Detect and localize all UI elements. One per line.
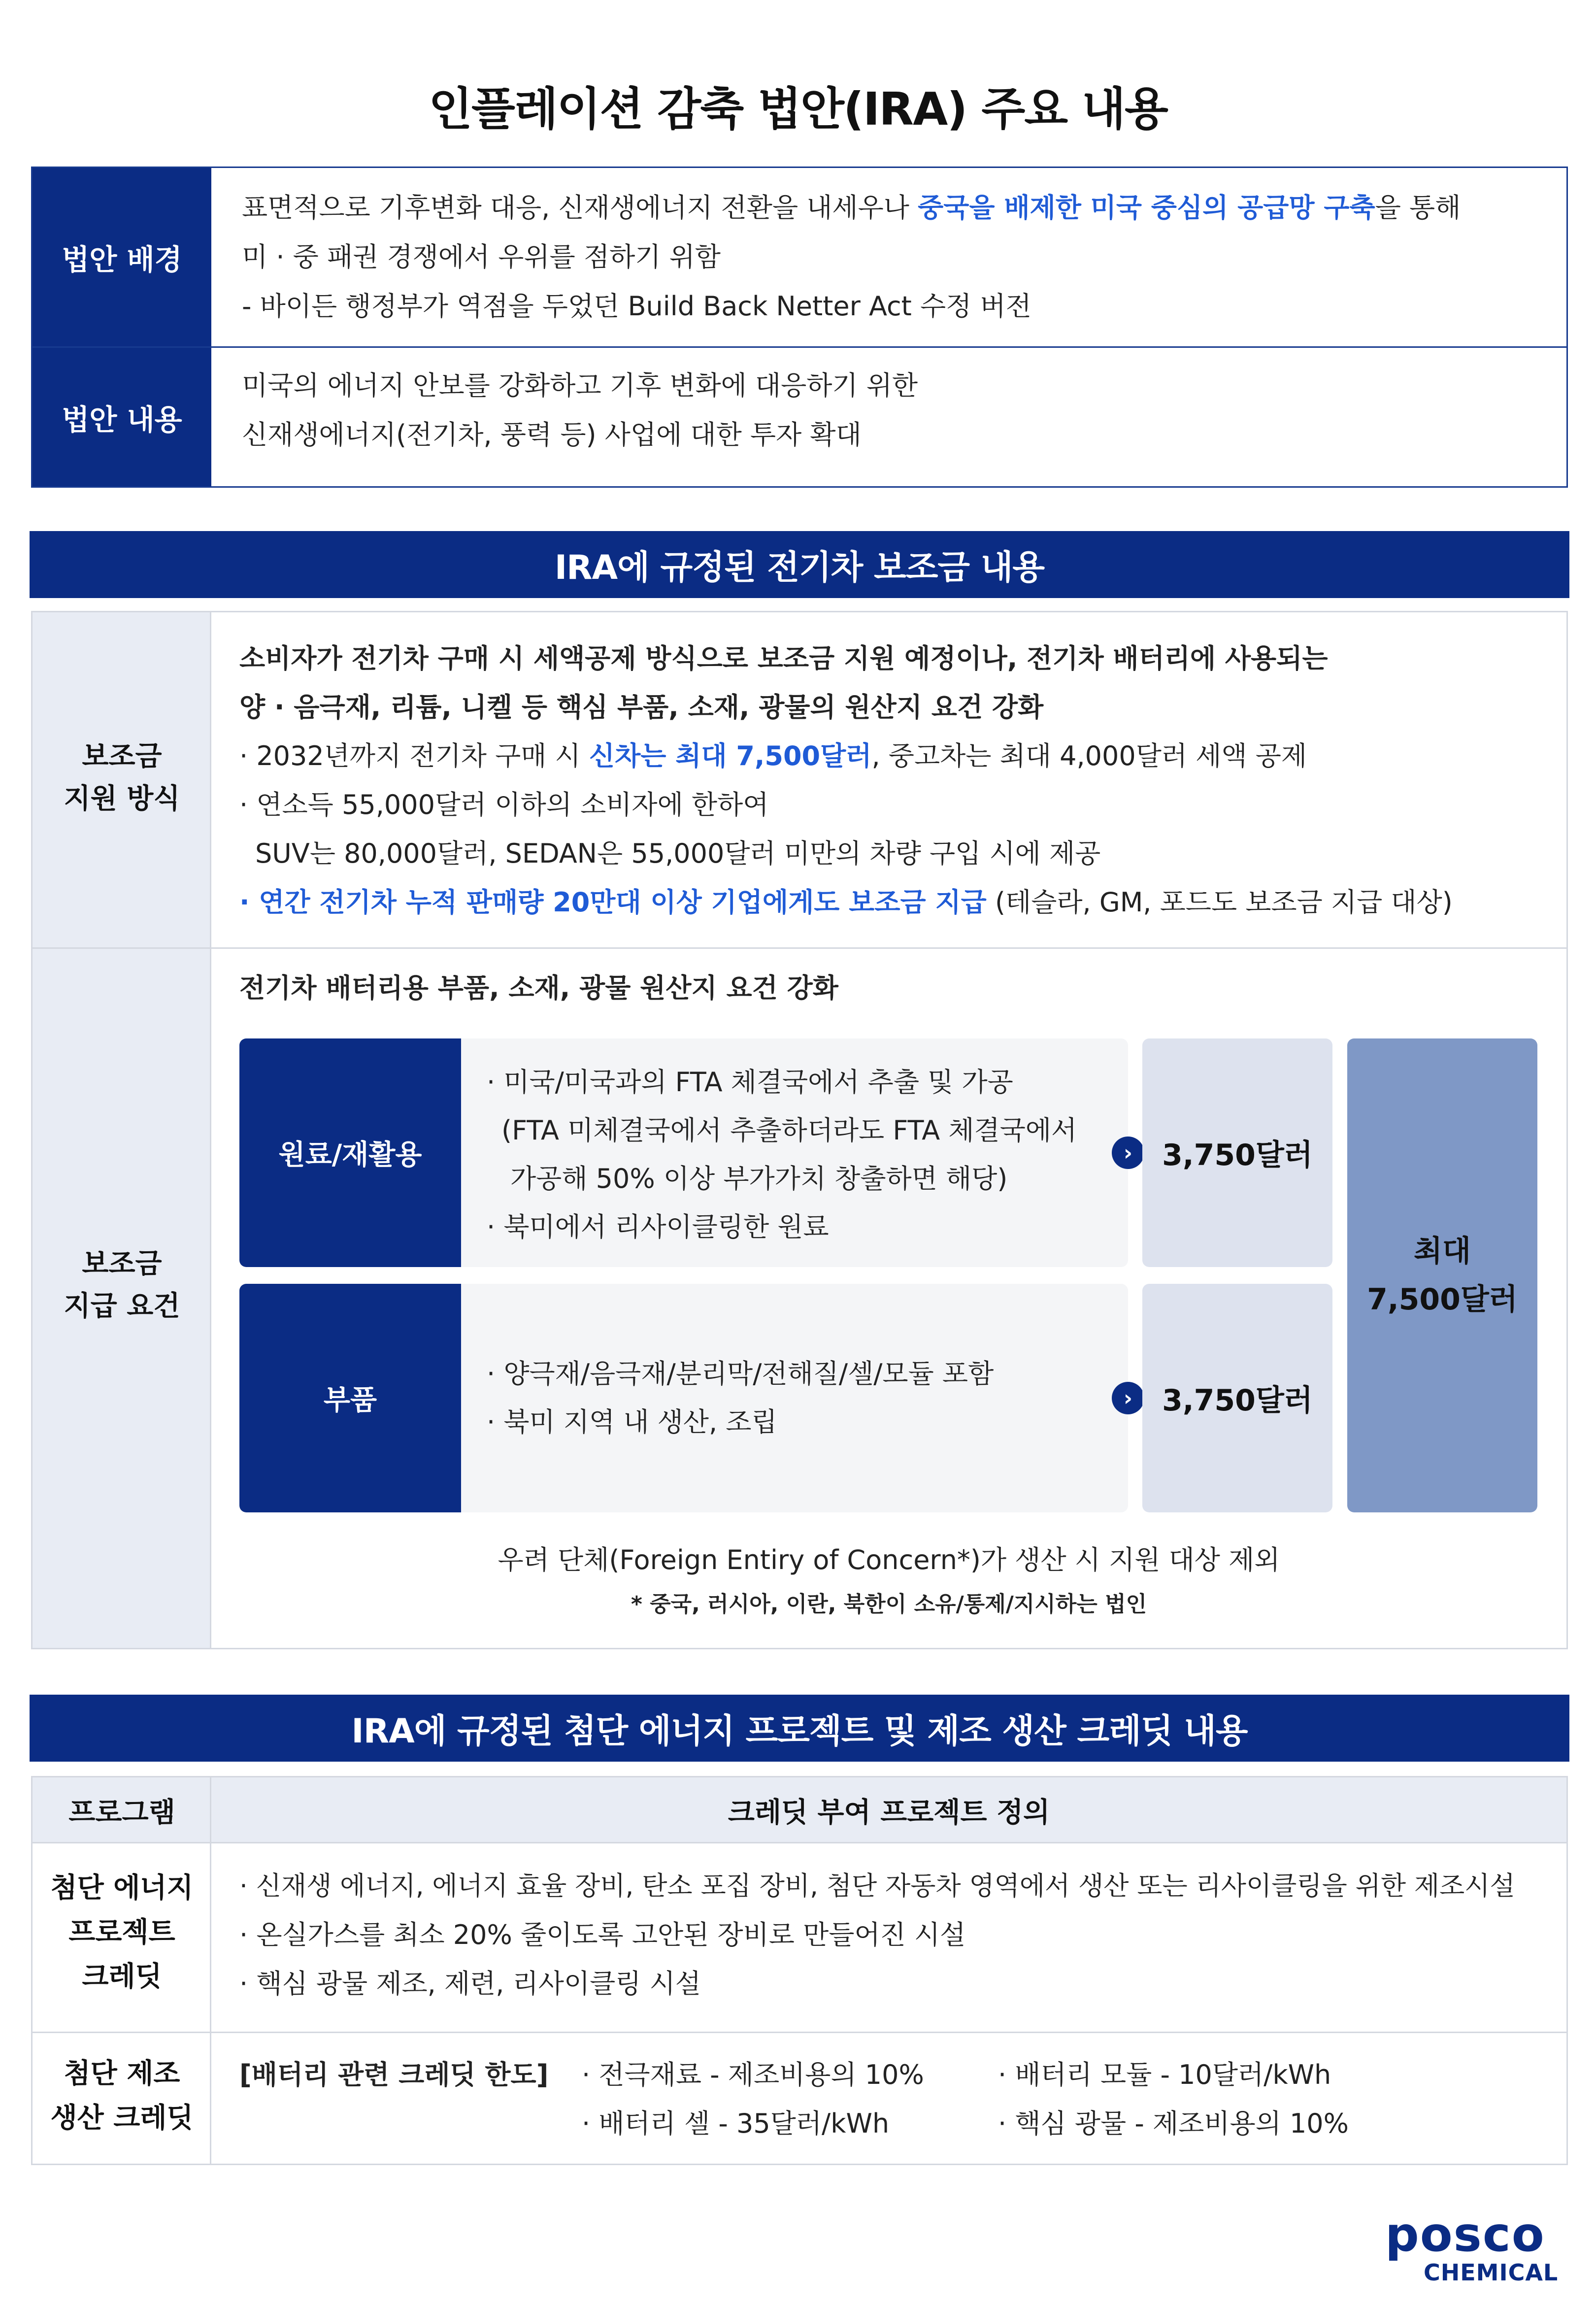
method-line-6 [239,878,1453,927]
manufacturing-label-2: 생산 크레딧 [50,2102,194,2134]
max-value: 7,500달러 [1367,1282,1518,1317]
background-row [33,168,1566,346]
exclusion-note: 우려 단체(Foreign Entiry of Concern*)가 생산 시 지원 대상 제외 [498,1544,1280,1575]
manufacturing-title: [배터리 관련 크레딧 한도] [239,2059,549,2090]
raw-line-3: 가공해 50% 이상 부가가치 창출하면 해당) [510,1163,1008,1194]
chevron-right-icon: › [1112,1137,1144,1169]
exclusion-footnote: * 중국, 러시아, 이란, 북한이 소유/통제/지시하는 법인 [631,1592,1147,1617]
method-line-2: 양 · 음극재, 리튬, 니켈 등 핵심 부품, 소재, 광물의 원산지 요건 강화 [239,692,1044,723]
column-definition: 크레딧 부여 프로젝트 정의 [728,1797,1050,1829]
method-text-c: , 중고차는 최대 4,000달러 세액 공제 [871,740,1307,771]
method-line-5: SUV는 80,000달러, SEDAN은 55,000달러 미만의 차량 구입 시에 제공 [255,838,1101,869]
manufacturing-label-1: 첨단 제조 [64,2058,180,2090]
subsidy-header: IRA에 규정된 전기차 보조금 내용 [30,531,1569,598]
manufacturing-item-4: · 핵심 광물 - 제조비용의 10% [998,2108,1349,2139]
background-text-c: 을 통해 [1375,192,1461,223]
method-highlight: 신차는 최대 7,500달러 [589,740,872,771]
method-label-2: 지원 방식 [64,783,180,815]
method-label-1: 보조금 [82,740,162,772]
method-line-1: 소비자가 전기차 구매 시 세액공제 방식으로 보조금 지원 예정이나, 전기차 배터리에 사용되는 [239,643,1328,674]
raw-material-value: 3,750달러 [1142,1038,1332,1267]
max-label: 최대 [1414,1234,1471,1269]
posco-logo: posco [1385,2207,1545,2262]
divider [33,2032,1566,2033]
background-line-1 [242,183,1461,233]
credit-header: IRA에 규정된 첨단 에너지 프로젝트 및 제조 생산 크레딧 내용 [30,1695,1569,1762]
raw-material-label: 원료/재활용 [239,1038,461,1267]
advanced-label-1: 첨단 에너지 [50,1872,194,1904]
advanced-label-2: 프로젝트 [68,1916,175,1948]
parts-label: 부품 [239,1284,461,1512]
manufacturing-item-1: · 전극재료 - 제조비용의 10% [582,2059,924,2090]
raw-line-4: · 북미에서 리사이클링한 원료 [487,1211,829,1242]
method-highlight-2: · 연간 전기차 누적 판매량 20만대 이상 기업에게도 보조금 지급 [239,887,987,918]
content-line-2: 신재생에너지(전기차, 풍력 등) 사업에 대한 투자 확대 [242,419,862,450]
credit-table [31,1776,1568,2165]
background-highlight: 중국을 배제한 미국 중심의 공급망 구축 [918,192,1375,223]
parts-value: 3,750달러 [1142,1284,1332,1512]
divider [33,947,1566,949]
content-row [33,348,1566,486]
manufacturing-item-3: · 배터리 모듈 - 10달러/kWh [998,2059,1331,2090]
content-line-1: 미국의 에너지 안보를 강화하고 기후 변화에 대응하기 위한 [242,370,918,401]
method-text-a: · 2032년까지 전기차 구매 시 [239,740,589,771]
background-line-3: - 바이든 행정부가 역점을 두었던 Build Back Netter Act 수정 버전 [242,291,1031,322]
background-label: 법안 배경 [33,168,211,346]
method-text-6b: (테슬라, GM, 포드도 보조금 지급 대상) [986,887,1453,918]
parts-line-2: · 북미 지역 내 생산, 조립 [487,1406,777,1438]
chevron-right-icon: › [1112,1382,1144,1414]
raw-line-2: (FTA 미체결국에서 추출하더라도 FTA 체결국에서 [501,1115,1077,1146]
column-program: 프로그램 [68,1797,175,1829]
raw-material-detail [461,1038,1128,1267]
background-line-2: 미 · 중 패권 경쟁에서 우위를 점하기 위함 [242,241,721,272]
content-label: 법안 내용 [33,348,211,486]
advanced-label-3: 크레딧 [82,1961,162,1993]
page-title: 인플레이션 감축 법안(IRA) 주요 내용 [429,83,1167,135]
advanced-line-3: · 핵심 광물 제조, 제련, 리사이클링 시설 [239,1968,701,1999]
method-line-3 [239,732,1307,780]
req-title: 전기차 배터리용 부품, 소재, 광물 원산지 요건 강화 [239,972,838,1003]
advanced-line-1: · 신재생 에너지, 에너지 효율 장비, 탄소 포집 장비, 첨단 자동차 영역에서 생산 또는 리사이클링을 위한 제조시설 [239,1871,1515,1901]
method-line-4: · 연소득 55,000달러 이하의 소비자에 한하여 [239,789,769,820]
req-label-2: 지급 요건 [64,1290,180,1322]
advanced-line-2: · 온실가스를 최소 20% 줄이도록 고안된 장비로 만들어진 시설 [239,1919,966,1950]
parts-detail [461,1284,1128,1512]
raw-line-1: · 미국/미국과의 FTA 체결국에서 추출 및 가공 [487,1067,1013,1098]
req-label-1: 보조금 [82,1248,162,1280]
overview-table [31,167,1568,488]
subsidy-table [31,611,1568,1649]
parts-line-1: · 양극재/음극재/분리막/전해질/셀/모듈 포함 [487,1358,994,1389]
manufacturing-item-2: · 배터리 셀 - 35달러/kWh [582,2108,890,2139]
background-text-a: 표면적으로 기후변화 대응, 신재생에너지 전환을 내세우나 [242,192,918,223]
posco-logo-subtitle: CHEMICAL [1424,2259,1559,2286]
max-subsidy [1347,1038,1537,1512]
